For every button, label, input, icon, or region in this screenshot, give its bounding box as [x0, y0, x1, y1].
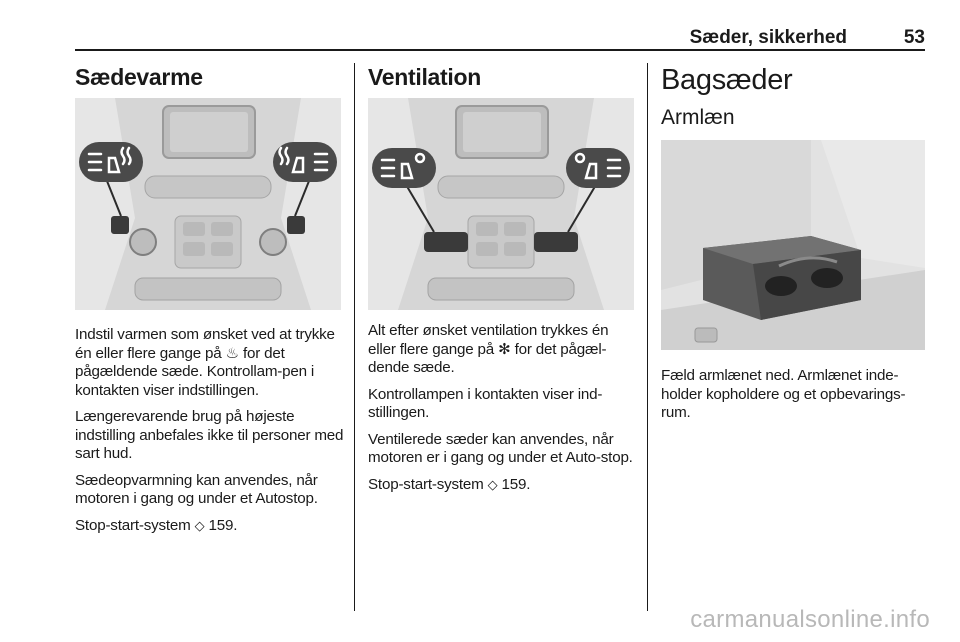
page-number: 53: [903, 27, 925, 48]
section-seat-heating: [75, 60, 343, 94]
seat-heat-icon: ♨: [225, 344, 239, 362]
text-run: Stop-start-system: [75, 516, 191, 534]
header-rule: [75, 49, 925, 51]
seat-heating-text: [75, 326, 345, 543]
seat-heating-console-illustration: [75, 98, 341, 310]
header-title: Sæder, sikkerhed: [689, 27, 847, 48]
page-reference[interactable]: 159.: [501, 475, 531, 493]
rear-armrest-illustration: [661, 140, 925, 350]
subsection-heading: Armlæn: [661, 106, 735, 129]
text-run: for det pågæl-dende sæde.: [368, 340, 607, 376]
watermark: carmanualsonline.info: [690, 606, 930, 633]
paragraph: [368, 476, 636, 495]
text-run: Stop-start-system: [368, 475, 484, 493]
text-run: for det pågældende sæde. Kontrollam-pen i kontakten viser indstillingen.: [75, 344, 315, 399]
section-ventilation: [368, 60, 634, 94]
paragraph: Fæld armlænet ned. Armlænet inde-holder kopholdere og et opbevarings-rum.: [661, 367, 906, 421]
text-run: Alt efter ønsket ventilation trykkes én eller flere gange på: [368, 322, 609, 358]
page-reference-icon: ◇: [487, 476, 498, 492]
paragraph: Kontrollampen i kontakten viser ind-stillingen.: [368, 385, 603, 421]
paragraph: [75, 517, 345, 536]
section-rear-seats: [661, 60, 927, 132]
page-reference-icon: ◇: [194, 517, 205, 533]
armrest-text: [661, 367, 927, 431]
seat-ventilation-text: [368, 322, 636, 502]
column-divider: [647, 63, 648, 611]
seat-ventilation-console-illustration: [368, 98, 634, 310]
paragraph: [368, 322, 636, 378]
seat-ventilation-icon: ✻: [498, 340, 511, 358]
text-run: Indstil varmen som ønsket ved at trykke én eller flere gange på: [75, 326, 335, 362]
section-heading: Ventilation: [368, 64, 481, 90]
section-heading: Sædevarme: [75, 64, 203, 90]
paragraph: Længerevarende brug på højeste indstilling anbefales ikke til personer med sart hud.: [75, 408, 344, 462]
paragraph: Sædeopvarmning kan anvendes, når motoren i gang og under et Autostop.: [75, 471, 318, 507]
column-divider: [354, 63, 355, 611]
paragraph: [75, 326, 345, 400]
chapter-heading: Bagsæder: [661, 64, 793, 96]
page-reference[interactable]: 159.: [208, 516, 238, 534]
paragraph: Ventilerede sæder kan anvendes, når motoren er i gang og under et Auto-stop.: [368, 430, 633, 466]
